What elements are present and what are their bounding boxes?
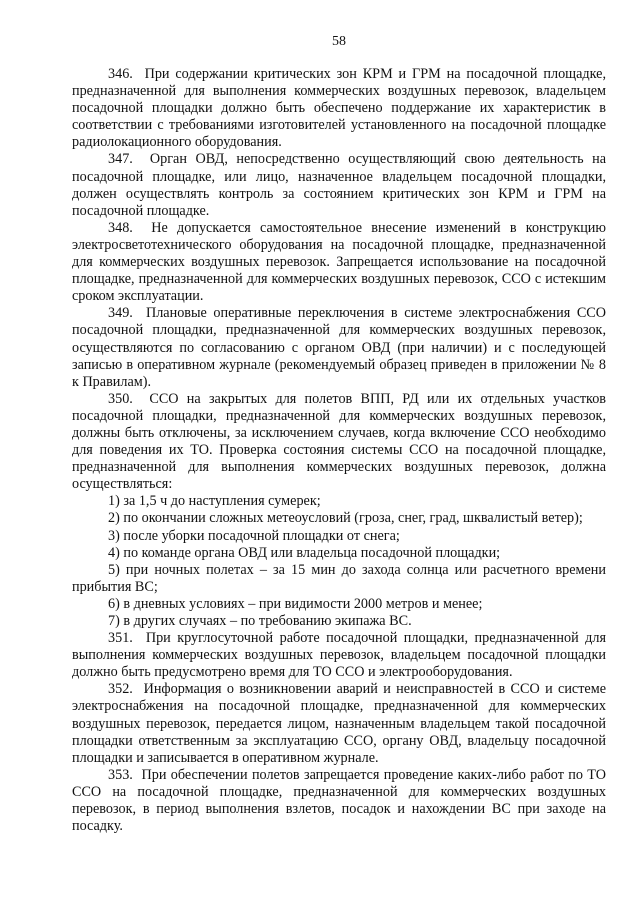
paragraph-353: 353. При обеспечении полетов запрещается проведение каких-либо работ по ТО ССО на посадочной площадке, предназначенной для коммерческих воздушных перевозок, в период выполнения взлетов, посадок и нахождении ВС при заходе на посадку. — [72, 766, 606, 835]
list-item-2: 2) по окончании сложных метеоусловий (гроза, снег, град, шквалистый ветер); — [108, 510, 583, 527]
paragraph-346: 346. При содержании критических зон КРМ и ГРМ на посадочной площадке, предназначенной для выполнения коммерческих воздушных перевозок, владельцем посадочной площадки должно быть обеспечено поддержание их характеристик в соответствии с требованиями изготовителей установленного на посадочной площадке радиолокационного оборудования. — [72, 66, 606, 151]
paragraph-351: 351. При круглосуточной работе посадочной площадки, предназначенной для выполнения коммерческих воздушных перевозок, владельцем посадочной площадки должно быть предусмотрено время для ТО ССО и электрооборудования. — [72, 630, 606, 681]
paragraph-350: 350. ССО на закрытых для полетов ВПП, РД или их отдельных участков посадочной площадки, предназначенной для коммерческих воздушных перевозок, должны быть отключены, за исключением случаев, когда включение ССО необходимо для поведения их ТО. Проверка состояния системы ССО на посадочной площадке, предназначенной для выполнения коммерческих воздушных перевозок, должна осуществляться: — [72, 390, 606, 493]
paragraph-347: 347. Орган ОВД, непосредственно осуществляющий свою деятельность на посадочной площадке, или лицо, назначенное владельцем посадочной площадки, должен осуществлять контроль за состоянием критических зон КРМ и ГРМ на посадочной площадке. — [72, 151, 606, 219]
paragraph-348: 348. Не допускается самостоятельное внесение изменений в конструкцию электросветотехнического оборудования на посадочной площадке, предназначенной для коммерческих воздушных перевозок. Запрещается использование на посадочной площадке, предназначенной для коммерческих воздушных перевозок, ССО с истекшим сроком эксплуатации. — [72, 219, 606, 305]
list-item-4: 4) по команде органа ОВД или владельца посадочной площадки; — [108, 544, 501, 561]
list-item-6: 6) в дневных условиях – при видимости 2000 метров и менее; — [108, 595, 483, 612]
paragraph-352: 352. Информация о возникновении аварий и неисправностей в ССО и системе электроснабжения на посадочной площадке, предназначенной для коммерческих воздушных перевозок, передается лицом, назначенным владельцем такой посадочной площадки ответственным за эксплуатацию ССО, органу ОВД, владельцу посадочной площадки и записывается в оперативном журнале. — [72, 681, 606, 766]
list-item-1: 1) за 1,5 ч до наступления сумерек; — [108, 493, 321, 510]
paragraph-349: 349. Плановые оперативные переключения в системе электроснабжения ССО посадочной площадки, предназначенной для коммерческих воздушных перевозок, осуществляются по согласованию с органом ОВД (при наличии) и с последующей записью в оперативном журнале (рекомендуемый образец приведен в приложении № 8 к Правилам). — [72, 305, 606, 390]
list-item-3: 3) после уборки посадочной площадки от снега; — [108, 527, 400, 544]
list-item-5: 5) при ночных полетах – за 15 мин до захода солнца или расчетного времени прибытия ВС; — [72, 561, 606, 595]
page-number: 58 — [332, 34, 346, 49]
list-item-7: 7) в других случаях – по требованию экипажа ВС. — [108, 613, 412, 629]
